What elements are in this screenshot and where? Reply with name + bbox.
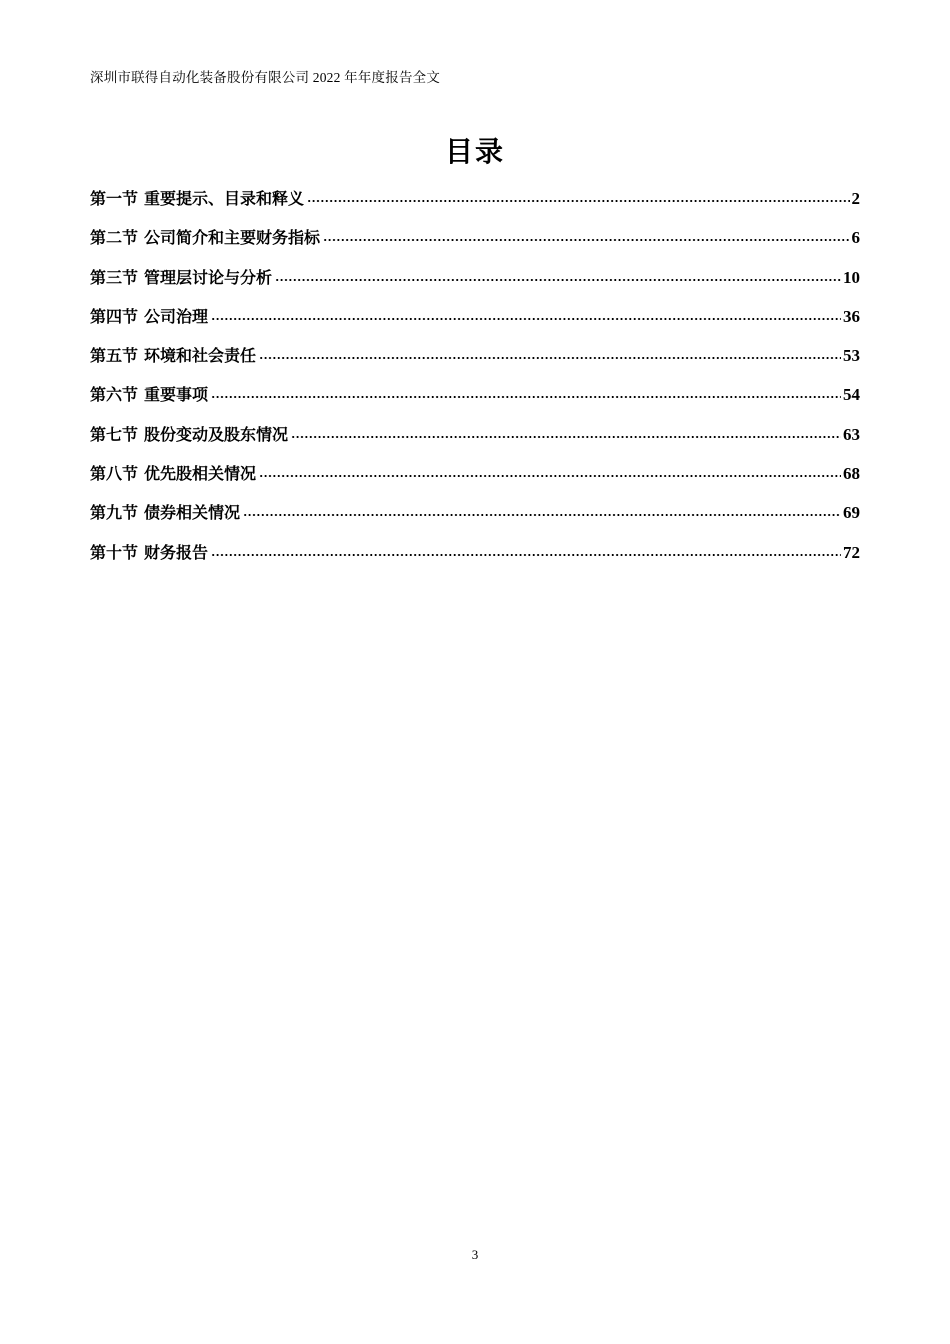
toc-section-label: 第九节 <box>90 503 139 523</box>
toc-entry-9[interactable] <box>90 500 860 539</box>
toc-section-title: 环境和社会责任 <box>144 346 257 366</box>
toc-entry-5[interactable] <box>90 343 860 382</box>
toc-section-label: 第八节 <box>90 464 139 484</box>
toc-section-title: 公司治理 <box>144 306 209 326</box>
toc-page-number: 6 <box>851 228 860 248</box>
toc-page-number: 68 <box>843 464 860 484</box>
toc-section-label: 第四节 <box>90 306 139 326</box>
toc-leader-dots <box>275 272 841 282</box>
toc-section-label: 第十节 <box>90 542 139 562</box>
table-of-contents <box>90 186 860 579</box>
toc-entry-2[interactable] <box>90 225 860 264</box>
toc-page-number: 53 <box>843 346 860 366</box>
toc-page-number: 63 <box>843 424 860 444</box>
toc-entry-4[interactable] <box>90 304 860 343</box>
toc-section-label: 第七节 <box>90 424 139 444</box>
toc-page-number: 54 <box>843 385 860 405</box>
toc-page-number: 69 <box>843 503 860 523</box>
toc-section-title: 债券相关情况 <box>144 503 241 523</box>
toc-leader-dots <box>259 350 841 360</box>
toc-leader-dots <box>211 389 841 399</box>
toc-page-number: 2 <box>851 189 860 208</box>
toc-entry-10[interactable] <box>90 540 860 579</box>
toc-entry-7[interactable] <box>90 422 860 461</box>
toc-leader-dots <box>211 547 841 557</box>
toc-page-number: 36 <box>843 306 860 326</box>
toc-section-title: 优先股相关情况 <box>144 464 257 484</box>
toc-title: 目录 <box>444 135 505 168</box>
toc-page-number: 72 <box>843 542 860 562</box>
toc-section-title: 股份变动及股东情况 <box>144 424 289 444</box>
toc-section-title: 财务报告 <box>144 542 209 562</box>
toc-section-label: 第二节 <box>90 228 139 248</box>
toc-leader-dots <box>259 468 841 478</box>
toc-leader-dots <box>291 429 841 439</box>
toc-section-label: 第六节 <box>90 385 139 405</box>
toc-leader-dots <box>307 193 849 203</box>
toc-page-number: 10 <box>843 267 860 287</box>
toc-section-title: 管理层讨论与分析 <box>144 267 273 287</box>
toc-entry-8[interactable] <box>90 461 860 500</box>
toc-section-title: 重要事项 <box>144 385 209 405</box>
toc-section-label: 第五节 <box>90 346 139 366</box>
running-header: 深圳市联得自动化装备股份有限公司 2022 年年度报告全文 <box>90 70 441 85</box>
toc-section-label: 第三节 <box>90 267 139 287</box>
page-number: 3 <box>471 1247 479 1262</box>
toc-section-title: 公司简介和主要财务指标 <box>144 228 321 248</box>
toc-section-label: 第一节 <box>90 189 139 208</box>
toc-leader-dots <box>323 232 849 242</box>
toc-entry-1[interactable] <box>90 186 860 225</box>
toc-leader-dots <box>243 507 841 517</box>
toc-entry-3[interactable] <box>90 265 860 304</box>
toc-leader-dots <box>211 311 841 321</box>
toc-section-title: 重要提示、目录和释义 <box>144 189 305 208</box>
toc-entry-6[interactable] <box>90 382 860 421</box>
